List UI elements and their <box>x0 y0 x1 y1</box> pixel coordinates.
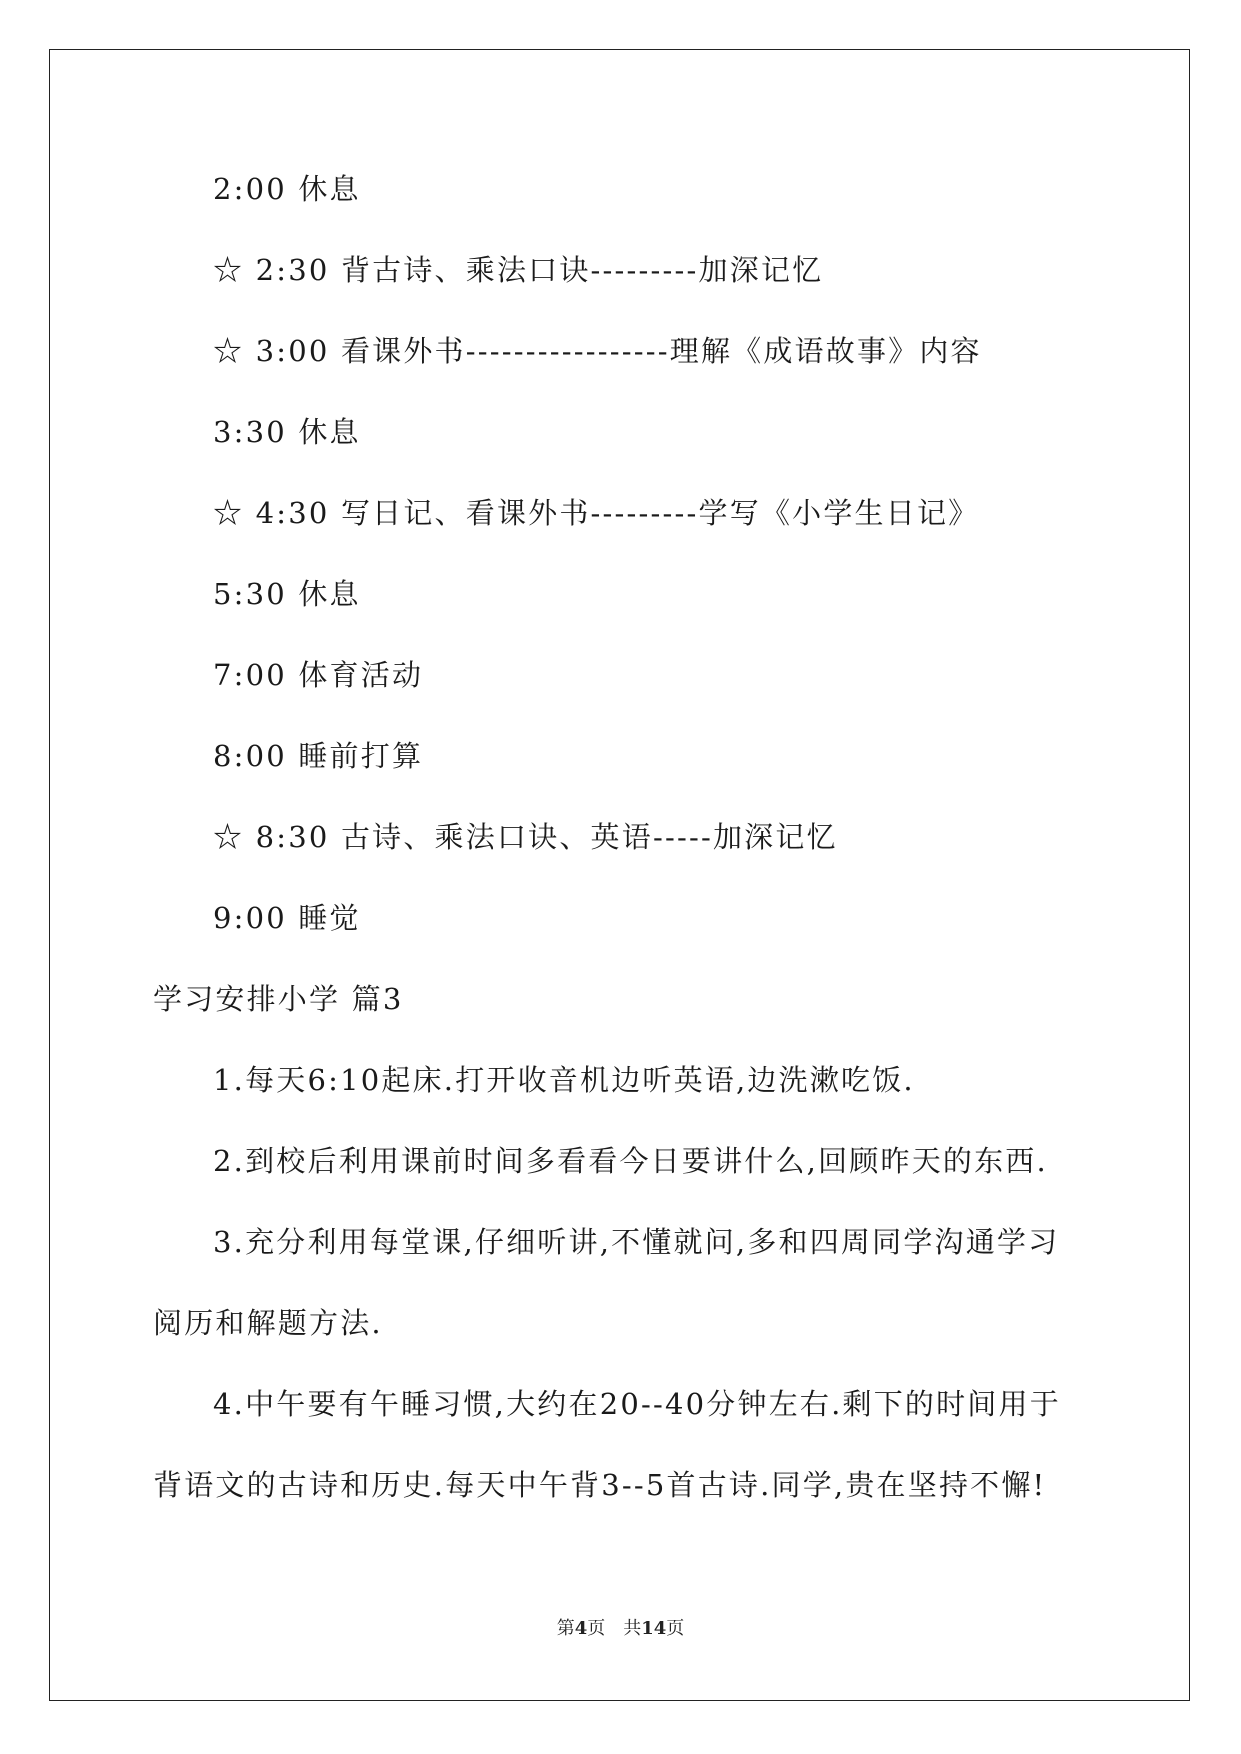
paragraph-line: 阅历和解题方法. <box>153 1306 383 1340</box>
page-suffix: 页 <box>587 1618 606 1639</box>
total-pages: 14 <box>641 1618 667 1639</box>
page-number: 4 <box>574 1618 588 1639</box>
page-footer <box>0 1617 1241 1641</box>
schedule-line: 5:30 休息 <box>213 577 361 611</box>
page-border <box>49 49 1190 1701</box>
schedule-line: 8:00 睡前打算 <box>213 739 424 773</box>
paragraph-line: 4.中午要有午睡习惯,大约在20--40分钟左右.剩下的时间用于 <box>213 1387 1061 1421</box>
schedule-line: 9:00 睡觉 <box>213 901 361 935</box>
paragraph-line: 1.每天6:10起床.打开收音机边听英语,边洗漱吃饭. <box>213 1063 915 1097</box>
schedule-line: ☆ 8:30 古诗、乘法口诀、英语-----加深记忆 <box>213 820 838 854</box>
schedule-line: 7:00 体育活动 <box>213 658 424 692</box>
schedule-line: 2:00 休息 <box>213 172 361 206</box>
paragraph-line: 背语文的古诗和历史.每天中午背3--5首古诗.同学,贵在坚持不懈! <box>153 1468 1047 1502</box>
total-suffix: 页 <box>666 1618 685 1639</box>
total-prefix: 共 <box>623 1618 642 1639</box>
schedule-line: ☆ 4:30 写日记、看课外书---------学写《小学生日记》 <box>213 496 980 530</box>
schedule-line: 3:30 休息 <box>213 415 361 449</box>
schedule-line: ☆ 2:30 背古诗、乘法口诀---------加深记忆 <box>213 253 824 287</box>
paragraph-line: 2.到校后利用课前时间多看看今日要讲什么,回顾昨天的东西. <box>213 1144 1048 1178</box>
schedule-line: ☆ 3:00 看课外书-----------------理解《成语故事》内容 <box>213 334 982 368</box>
section-title: 学习安排小学 篇3 <box>153 982 404 1016</box>
paragraph-line: 3.充分利用每堂课,仔细听讲,不懂就问,多和四周同学沟通学习 <box>213 1225 1060 1259</box>
page-prefix: 第 <box>556 1618 575 1639</box>
